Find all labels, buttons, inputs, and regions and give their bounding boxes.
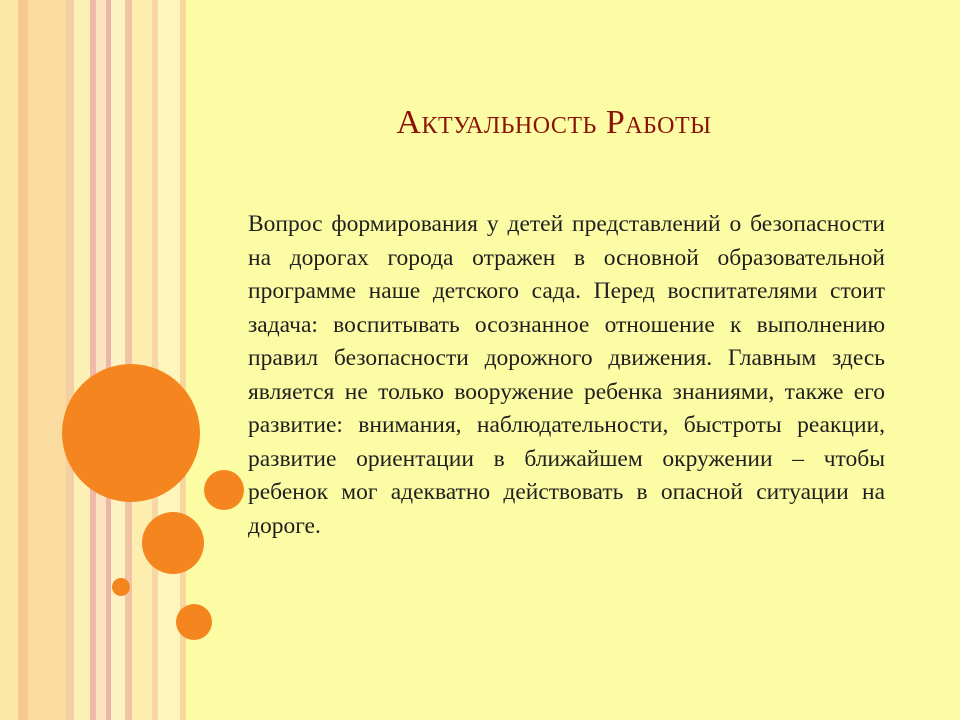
decorative-stripe: [125, 0, 132, 720]
slide-title: Актуальность Работы: [396, 104, 712, 141]
decorative-stripe: [74, 0, 90, 720]
circle-large: [62, 364, 200, 502]
decorative-stripe: [28, 0, 66, 720]
decorative-stripe: [158, 0, 180, 720]
circle-dot: [112, 578, 130, 596]
slide-body-text: [248, 208, 885, 543]
slide-content: [186, 0, 960, 720]
decorative-stripe: [0, 0, 18, 720]
body-paragraph: Вопрос формирования у детей представлений о безопасности на дорогах города отражен в основной образовательной программе наше детского сада. Перед воспитателями стоит задача: воспитывать осознанное отношение к выполнению правил безопасности дорожного движения. Главным здесь является не только вооружение ребенка знаниями, также его развитие: внимания, наблюдательности, быстроты реакции, развитие ориентации в ближайшем окружении – чтобы ребенок мог адекватно действовать в опасной ситуации на дороге.: [248, 211, 885, 539]
decorative-stripe: [66, 0, 74, 720]
decorative-stripe: [132, 0, 152, 720]
decorative-stripe: [18, 0, 28, 720]
decorative-stripe: [111, 0, 125, 720]
decorative-stripe-band: [0, 0, 186, 720]
decorative-stripe: [96, 0, 106, 720]
